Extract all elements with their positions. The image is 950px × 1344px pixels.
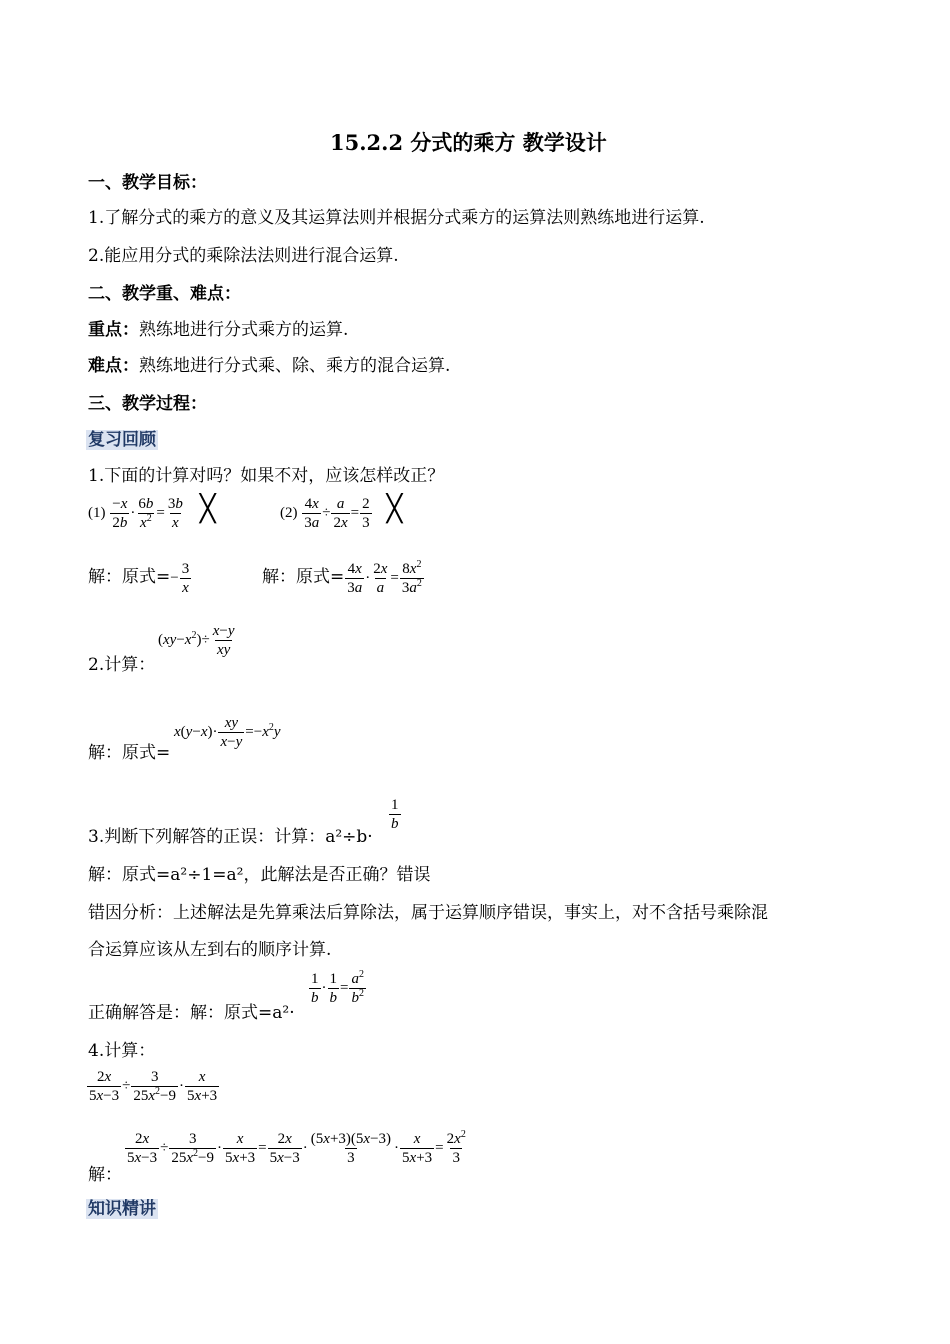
focus-line	[88, 315, 348, 340]
q4-prompt: 4.计算：	[88, 1041, 156, 1061]
difficulty-text: 熟练地进行分式乘、除、乘方的混合运算.	[139, 356, 451, 376]
q1-part1-label: (1)	[88, 505, 106, 521]
q1-part2-label: (2)	[280, 505, 298, 521]
q4-answer-label: 解：	[88, 1165, 122, 1185]
q1-part1-expression: (1) $\frac{-x}{2b}$ · $\frac{6b}{x^2}$ = $\frac{3b}{x}$ ╳	[88, 494, 216, 532]
difficulty-line	[88, 351, 450, 376]
focus-text: 熟练地进行分式乘方的运算.	[139, 320, 349, 340]
goal-item-2: 2.能应用分式的乘除法法则进行混合运算.	[88, 246, 399, 266]
heading-process: 三、教学过程：	[88, 394, 207, 414]
tag-knowledge: 知识精讲	[88, 1199, 156, 1219]
q3-solution: 解：原式=a²÷1=a²，此解法是否正确？错误	[88, 865, 431, 885]
wrong-mark-icon: ╳	[199, 494, 216, 524]
q3-correct-label: 正确解答是：解：原式=a²·	[88, 1003, 295, 1023]
q1-answer1: 解：原式=− $\frac{3}{x}$	[88, 561, 190, 596]
q3-fraction: $\frac{1}{b}$	[391, 797, 399, 832]
heading-key-points: 二、教学重、难点：	[88, 284, 241, 304]
q1-part2-expression: (2) $\frac{4x}{3a}$ ÷ $\frac{a}{2x}$ = $\frac{2}{3}$ ╳	[280, 494, 403, 532]
q2-expression: $(xy-x^2)\div$ $\frac{x-y}{xy}$	[158, 623, 235, 658]
wrong-mark-icon: ╳	[386, 494, 403, 524]
tag-review: 复习回顾	[88, 430, 156, 450]
q3-prompt: 3.判断下列解答的正误：计算：a²÷b·	[88, 827, 373, 847]
q4-answer-expression: $\frac{2x}{5x-3}$ ÷ $\frac{3}{25x^2-9}$ · $\frac{x}{5x+3}$ = $\frac{2x}{5x-3}$ · $\frac{(5x+3)(5x-3)}{3}$ · $\frac{x}{5x+3}$ = $\frac{2x^2}{3}$	[127, 1129, 466, 1166]
page-title: 15.2.2 分式的乘方 教学设计	[330, 130, 607, 155]
q3-analysis-line2: 合运算应该从左到右的顺序计算.	[88, 940, 332, 960]
q1-prompt: 1.下面的计算对吗？如果不对，应该怎样改正？	[88, 466, 445, 486]
difficulty-label: 难点：	[88, 356, 139, 376]
goal-item-1: 1.了解分式的乘方的意义及其运算法则并根据分式乘方的运算法则熟练地进行运算.	[88, 208, 705, 228]
q2-answer-label: 解：原式=	[88, 743, 171, 763]
q1-answer2: 解：原式= $\frac{4x}{3a}$ · $\frac{2x}{a}$ = $\frac{8x^2}{3a^2}$	[262, 559, 422, 596]
q3-correct-expression: $\frac{1}{b}$ · $\frac{1}{b}$ = $\frac{a^2}{b^2}$	[311, 969, 364, 1006]
q2-prompt: 2.计算：	[88, 655, 156, 675]
focus-label: 重点：	[88, 320, 139, 340]
q4-expression: $\frac{2x}{5x-3}$ ÷ $\frac{3}{25x^2-9}$ · $\frac{x}{5x+3}$	[89, 1069, 218, 1104]
heading-goals: 一、教学目标：	[88, 173, 207, 193]
q2-answer-expression: x(y−x)· $\frac{xy}{x-y}$ $=-x^2y$	[174, 715, 281, 750]
q3-analysis-line1: 错因分析：上述解法是先算乘法后算除法，属于运算顺序错误，事实上，对不含括号乘除混	[88, 903, 768, 923]
